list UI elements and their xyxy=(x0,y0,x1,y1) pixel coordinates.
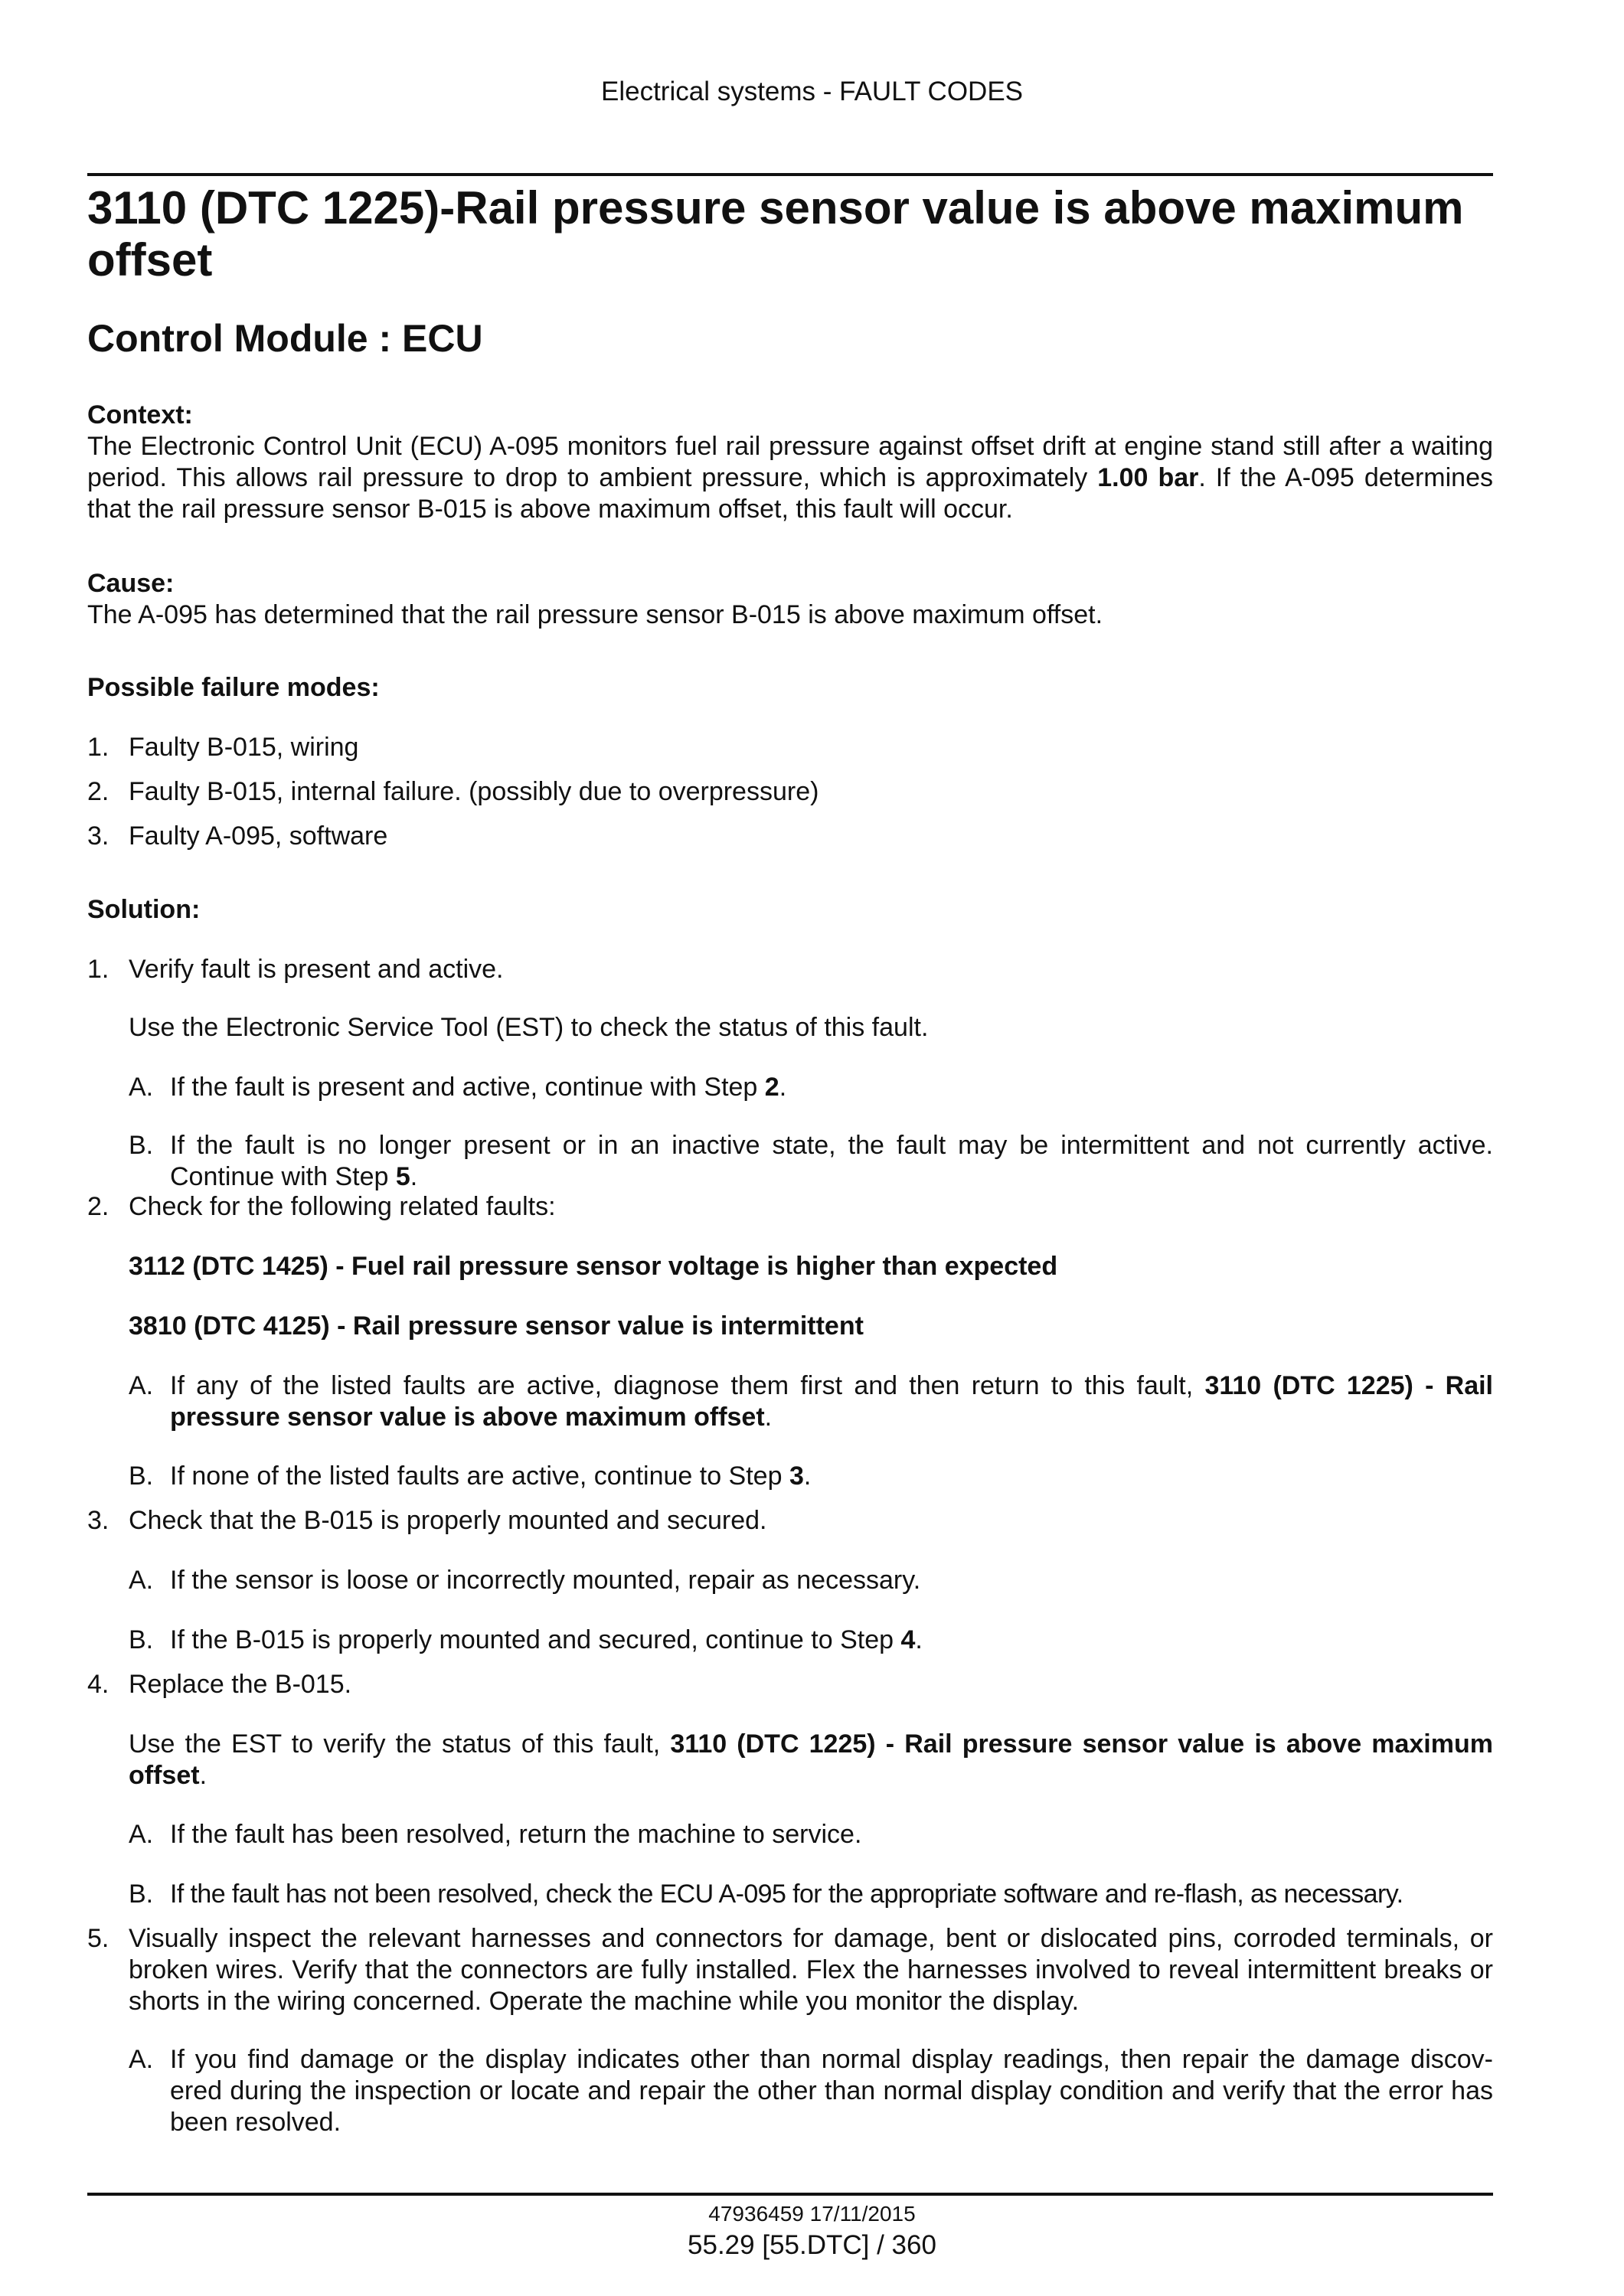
option-letter: A. xyxy=(129,1073,154,1102)
step-text: Verify fault is present and active. xyxy=(129,955,504,984)
cause-section xyxy=(87,568,1493,631)
step-number: 4. xyxy=(87,1670,109,1699)
option-text xyxy=(170,1072,1493,1103)
related-fault: 3810 (DTC 4125) - Rail pressure sensor value is intermittent xyxy=(129,1311,864,1341)
document-body xyxy=(87,178,1494,2137)
step-number: 1. xyxy=(87,955,109,984)
step-number: 2. xyxy=(87,1192,109,1221)
option-text-part: . xyxy=(764,1403,773,1432)
failure-modes-label: Possible failure modes: xyxy=(87,673,380,702)
step-reference: 2 xyxy=(764,1073,779,1102)
step-reference: 5 xyxy=(395,1162,410,1191)
ambient-pressure-value: 1.00 bar xyxy=(1097,463,1199,492)
note-text-part: . xyxy=(199,1761,207,1790)
step-note: Use the Electronic Service Tool (EST) to check the status of this fault. xyxy=(129,1013,929,1042)
option-text-part: If the fault is present and active, continue with Step xyxy=(170,1073,765,1102)
option-text-part: . xyxy=(779,1073,787,1102)
note-text-part: Use the EST to verify the status of this fault, xyxy=(129,1729,671,1759)
step-text: Check that the B-015 is properly mounted and secured. xyxy=(129,1506,767,1535)
option-letter: B. xyxy=(129,1131,154,1160)
fault-reference: 3110 (DTC 1225) - Rail pressure sensor value is above maximum offset xyxy=(129,1729,1493,1790)
fault-reference: 3110 (DTC 1225) - Rail pressure sensor value is above maximum offset xyxy=(170,1371,1493,1432)
option-text: If the fault has not been resolved, check the ECU A-095 for the appropriate software and re-flash, as necessary. xyxy=(170,1880,1403,1909)
option-text-part: . xyxy=(803,1462,812,1491)
list-number: 3. xyxy=(87,821,109,851)
option-text-part: If none of the listed faults are active, continue to Step xyxy=(170,1462,789,1491)
context-text xyxy=(87,431,1493,525)
option-text-part: . xyxy=(410,1162,418,1191)
option-text xyxy=(170,1130,1493,1193)
page-title: 3110 (DTC 1225)-Rail pressure sensor value is above maximum offset xyxy=(87,182,1464,286)
page-number: 55.29 [55.DTC] / 360 xyxy=(688,2230,936,2260)
list-text: Faulty B-015, internal failure. (possibly due to overpressure) xyxy=(129,777,819,806)
option-text xyxy=(170,1370,1493,1433)
option-letter: A. xyxy=(129,1820,154,1849)
list-text: Faulty A-095, software xyxy=(129,821,388,851)
cause-label: Cause: xyxy=(87,569,175,598)
control-module-heading: Control Module : ECU xyxy=(87,317,483,360)
option-text-part: If any of the listed faults are active, diagnose them first and then return to this fault, xyxy=(170,1371,1205,1400)
cause-text: The A-095 has determined that the rail pressure sensor B-015 is above maximum offset. xyxy=(87,600,1103,629)
option-letter: B. xyxy=(129,1462,154,1491)
document-code: 47936459 17/11/2015 xyxy=(708,2202,916,2226)
option-letter: A. xyxy=(129,1566,154,1595)
list-number: 2. xyxy=(87,777,109,806)
option-text: If the sensor is loose or incorrectly mounted, repair as necessary. xyxy=(170,1566,921,1595)
solution-label: Solution: xyxy=(87,895,201,924)
option-text xyxy=(170,1625,1493,1656)
option-text: If you find damage or the display indicates other than normal display readings, then repair the damage discov- ered during the inspection or locate and repair the other than normal display condition and verify that the error has been resolved. xyxy=(170,2045,1493,2137)
context-label: Context: xyxy=(87,400,193,429)
related-fault: 3112 (DTC 1425) - Fuel rail pressure sensor voltage is higher than expected xyxy=(129,1252,1058,1281)
step-text: Check for the following related faults: xyxy=(129,1192,556,1221)
option-letter: B. xyxy=(129,1880,154,1909)
running-header: Electrical systems - FAULT CODES xyxy=(600,77,1024,106)
list-text: Faulty B-015, wiring xyxy=(129,733,359,762)
option-text: If the fault has been resolved, return the machine to service. xyxy=(170,1820,862,1849)
list-number: 1. xyxy=(87,733,109,762)
step-text: Visually inspect the relevant harnesses and connectors for damage, bent or dislocated pins, corroded terminals, or broken wires. Verify that the connectors are fully installed. Flex the harnesses involved to reveal intermittent breaks or shorts in the wiring concerned. Operate the machine while you monitor the display. xyxy=(129,1924,1493,2016)
option-letter: B. xyxy=(129,1625,154,1654)
step-text: Replace the B-015. xyxy=(129,1670,352,1699)
footer-divider xyxy=(87,2193,1493,2196)
context-text-part: The Electronic Control Unit (ECU) A-095 monitors fuel rail pressure against offset drift at engine stand still after a waiting period. This allows rail pressure to drop to ambient pressure, which is approximately xyxy=(87,432,1493,492)
step-reference: 3 xyxy=(789,1462,804,1491)
option-text xyxy=(170,1461,1493,1492)
context-section xyxy=(87,400,1493,525)
step-note xyxy=(129,1729,1493,1791)
option-letter: A. xyxy=(129,1371,154,1400)
context-text-part: . If the A-095 determines that the rail pressure sensor B-015 is above maximum offset, this fault will occur. xyxy=(87,463,1494,524)
option-text-part: . xyxy=(915,1625,923,1654)
step-reference: 4 xyxy=(900,1625,916,1654)
header-divider xyxy=(87,173,1493,176)
option-letter: A. xyxy=(129,2045,154,2074)
step-number: 3. xyxy=(87,1506,109,1535)
option-text-part: If the B-015 is properly mounted and secured, continue to Step xyxy=(170,1625,901,1654)
option-text-part: If the fault is no longer present or in an inactive state, the fault may be intermittent and not currently active. Continue with Step xyxy=(170,1131,1493,1191)
step-number: 5. xyxy=(87,1924,109,1953)
